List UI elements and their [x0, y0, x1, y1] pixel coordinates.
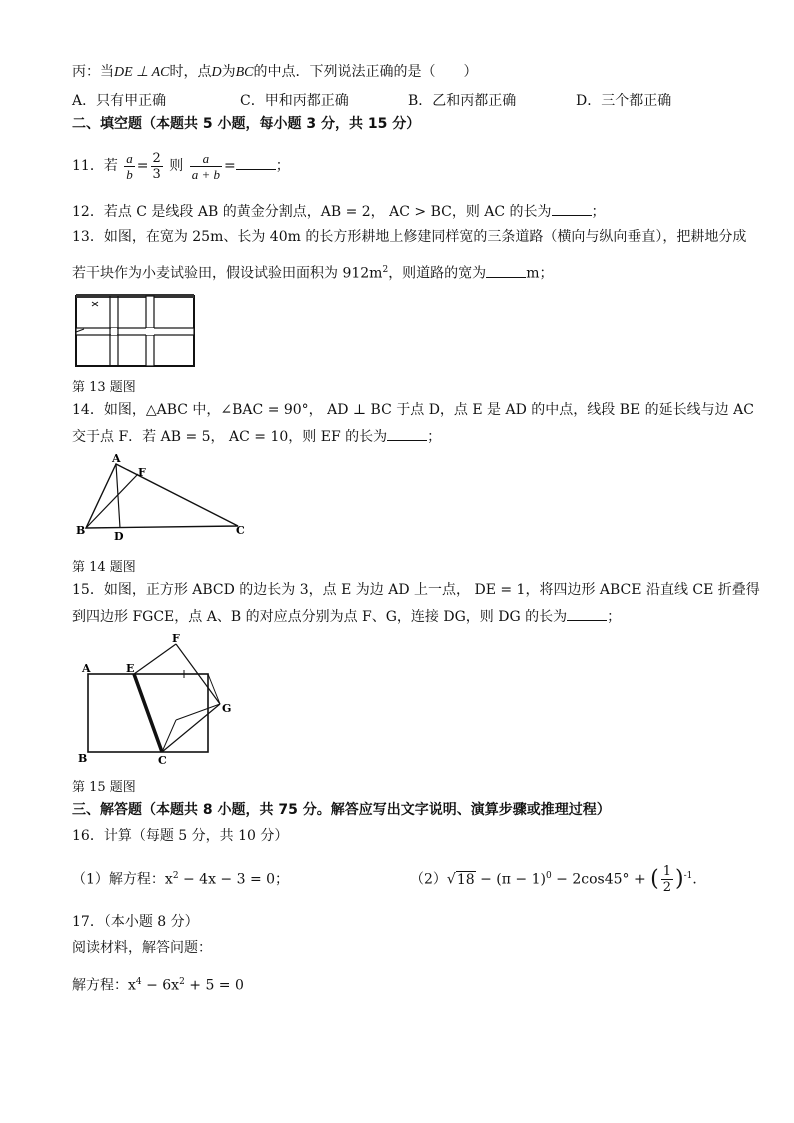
q17-sup2: 2 — [179, 977, 185, 987]
q16-p1-sup: 2 — [172, 871, 179, 881]
q10-math1: DE ⊥ AC — [114, 65, 170, 80]
q10-option-a: A．只有甲正确 — [72, 93, 167, 109]
q17-eq-c: + 5 = 0 — [184, 977, 244, 994]
q11-tail: = — [223, 158, 236, 174]
q16-title: 16．计算（每题 5 分，共 10 分） — [72, 828, 289, 844]
q15-label-b: B — [78, 752, 88, 765]
q17-title: 17．（本小题 8 分） — [72, 914, 199, 930]
q10-option-c: C．甲和丙都正确 — [240, 93, 349, 109]
q16-p1b: − 4x − 3 = 0； — [178, 871, 290, 888]
q15-label-g: G — [222, 702, 232, 715]
q15-label-c: C — [158, 754, 167, 767]
q12-blank — [552, 201, 592, 216]
q16-p2-sup0: 0 — [545, 871, 552, 881]
q15-label-a: A — [82, 662, 91, 675]
q15-line2 — [72, 606, 621, 627]
q15-line2a: 到四边形 FGCE，点 A、B 的对应点分别为点 F、G，连接 DG，则 DG 的长为 — [72, 609, 568, 625]
q17-equation — [72, 972, 244, 996]
q14-end: ； — [427, 429, 442, 445]
q11-prefix: 11．若 — [72, 158, 118, 174]
q10-option-b: B．乙和丙都正确 — [408, 93, 517, 109]
q16-part1 — [72, 866, 289, 890]
q11-num2: 2 — [152, 150, 161, 166]
q14-label-d: D — [114, 530, 124, 542]
q16-frac — [661, 864, 673, 895]
q15-line1: 15．如图，正方形 ABCD 的边长为 3，点 E 为边 AD 上一点， DE = 1，将四边形 ABCE 沿直线 CE 折叠得 — [72, 582, 760, 598]
q10-stem-b: 时，点 — [169, 64, 212, 80]
q11-num3: a — [190, 151, 222, 167]
q15-figure — [72, 630, 242, 770]
q16-p2-den: 2 — [662, 880, 672, 896]
q16-p2-num: 1 — [662, 864, 672, 880]
q15-caption: 第 15 题图 — [72, 780, 136, 795]
q11-frac2 — [151, 151, 163, 182]
q16-p2-end: ． — [692, 871, 707, 888]
q17-sup4: 4 — [135, 977, 142, 987]
q11-frac1 — [124, 151, 135, 182]
q14-label-f: F — [138, 466, 146, 479]
section3-title: 三、解答题（本题共 8 小题，共 75 分。解答应写出文字说明、演算步骤或推理过程） — [72, 802, 611, 818]
q10-stem-c: 为 — [221, 64, 236, 80]
q16-part2: $(2)√18 - (\pi - 1)^0 - 2\cos 45^\circ$ + ( $\frac{1}{2}$ )$^{-1}$． — [410, 864, 707, 896]
q10-option-d: D．三个都正确 — [576, 93, 672, 109]
q16-p2c: − 2cos45° + — [551, 871, 651, 888]
q16-p2-sqrt: 18 — [456, 871, 475, 888]
q15-label-e: E — [126, 662, 135, 675]
q17-line1: 阅读材料，解答问题： — [72, 940, 212, 956]
q15-label-f: F — [172, 632, 180, 645]
q16-p1: （1）解方程：x — [72, 871, 173, 888]
q14-label-a: A — [112, 452, 121, 465]
q10-stem-a: 丙：当 — [72, 64, 114, 80]
q11-den2: 3 — [152, 166, 161, 182]
q10-point-d: D — [211, 65, 222, 80]
q16-p2: （2） — [410, 871, 447, 888]
q14-label-b: B — [76, 524, 86, 537]
q10-stem-d: 的中点．下列说法正确的是（ ） — [253, 64, 478, 80]
q11-blank — [236, 155, 276, 170]
q13-line2a: 若干块作为小麦试验田，假设试验田面积为 912m — [72, 265, 383, 282]
q17-eq-a: 解方程：x — [72, 977, 136, 994]
q14-line2 — [72, 426, 441, 447]
q14-label-c: C — [236, 524, 245, 537]
q13-line2c: m； — [526, 265, 554, 282]
q12-end: ； — [591, 204, 606, 220]
q11-den1: b — [126, 166, 133, 182]
q11-mid: 则 — [169, 158, 184, 174]
q15-end: ； — [607, 609, 622, 625]
q13-figure — [72, 290, 202, 370]
q15-blank — [567, 606, 607, 621]
q17-eq-b: − 6x — [141, 977, 180, 994]
q14-line1: 14．如图，△ABC 中，∠BAC = 90°， AD ⊥ BC 于点 D，点 E 是 AD 的中点，线段 BE 的延长线与边 AC — [72, 402, 754, 418]
q13-line2 — [72, 260, 553, 284]
q10-seg-bc: BC — [235, 65, 254, 80]
q10-stem — [72, 62, 478, 83]
q11-end: ； — [275, 158, 290, 174]
q11 — [72, 146, 290, 186]
q16-p2b: − (π − 1) — [475, 871, 546, 888]
q14-caption: 第 14 题图 — [72, 560, 136, 575]
q13-sup: 2 — [382, 265, 389, 275]
q13-caption: 第 13 题图 — [72, 380, 136, 395]
q13-blank — [486, 263, 526, 278]
q13-line2b: ，则道路的宽为 — [388, 265, 487, 282]
q14-blank — [387, 426, 427, 441]
section2-title: 二、填空题（本题共 5 小题，每小题 3 分，共 15 分） — [72, 116, 421, 132]
q11-frac3 — [190, 151, 222, 182]
q11-den3: a + b — [191, 166, 220, 182]
q11-num1: a — [126, 150, 133, 166]
q14-figure — [72, 452, 252, 542]
q13-line1: 13．如图，在宽为 25m、长为 40m 的长方形耕地上修建同样宽的三条道路（横向与纵向垂直），把耕地分成 — [72, 229, 747, 245]
q16-p2-sup: -1 — [683, 871, 693, 881]
q14-line2a: 交于点 F．若 AB = 5， AC = 10，则 EF 的长为 — [72, 429, 388, 445]
q12 — [72, 201, 606, 222]
q11-eq: = — [136, 158, 149, 174]
q12-text: 12．若点 C 是线段 AB 的黄金分割点，AB = 2， AC > BC，则 AC 的长为 — [72, 204, 552, 220]
